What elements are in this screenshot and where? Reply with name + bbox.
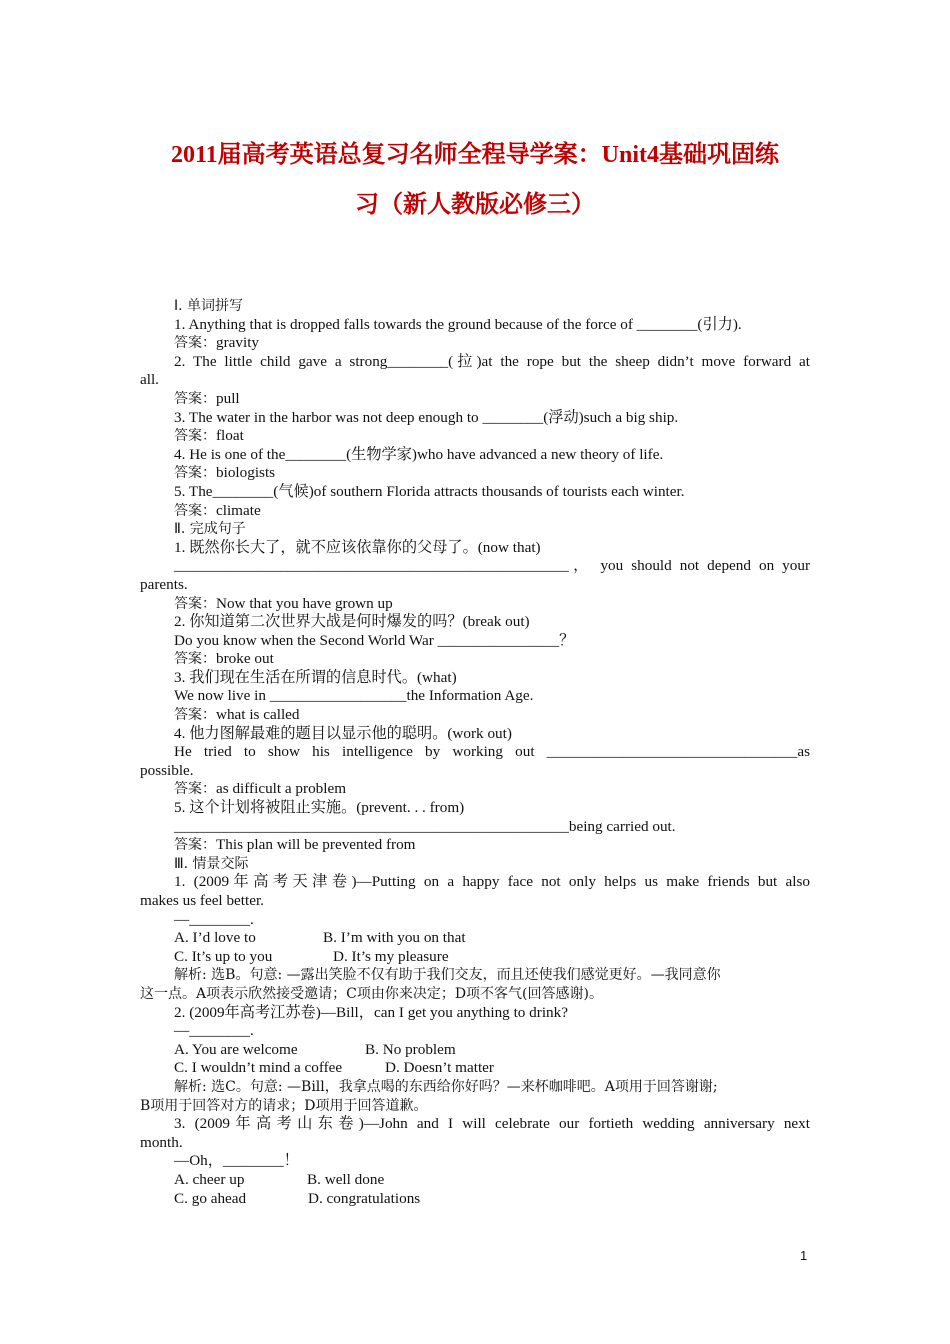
options-row [140, 948, 810, 967]
options-row [140, 1190, 810, 1209]
option-d: D. congratulations [308, 1189, 421, 1207]
section-heading-sentences: Ⅱ. 完成句子 [174, 521, 246, 538]
question-fill-line: ____________________________________________________being carried out. [174, 817, 676, 835]
question-fill-line: ____________________________________________________， you should not depend on your [174, 557, 810, 575]
option-b: B. No problem [365, 1040, 456, 1058]
question-text: 4. He is one of the________(生物学家)who have advanced a new theory of life. [174, 445, 664, 463]
option-d: D. It’s my pleasure [333, 947, 449, 965]
question-fill-line: Do you know when the Second World War ________________？ [174, 631, 575, 649]
answer-text: climate [216, 501, 261, 519]
option-c: C. go ahead [174, 1189, 247, 1207]
answer-line [140, 427, 810, 446]
answer-blank: —________. [174, 1022, 254, 1040]
answer-line [140, 706, 810, 725]
question-text: 2. 你知道第二次世界大战是何时爆发的吗？(break out) [174, 613, 530, 631]
question-text: 3. (2009年高考山东卷)—John and I will celebrate our fortieth wedding anniversary next [174, 1115, 810, 1133]
answer-line [140, 650, 810, 669]
question-text-continued: parents. [140, 575, 188, 593]
answer-label: 答案： [174, 502, 216, 519]
section-heading-spelling: Ⅰ. 单词拼写 [174, 298, 244, 314]
question-text-continued: makes us feel better. [140, 892, 264, 909]
question-text: 5. 这个计划将被阻止实施。(prevent. . . from) [174, 799, 465, 817]
answer-label: 答案： [174, 651, 216, 668]
explanation-text: 解析: 选B。句意: —露出笑脸不仅有助于我们交友，而且还使我们感觉更好。—我同意你 [174, 967, 721, 984]
question-text: 4. 他力图解最难的题目以显示他的聪明。(work out) [174, 724, 512, 742]
option-d: D. Doesn’t matter [385, 1059, 494, 1077]
question-text: 5. The________(气候)of southern Florida attracts thousands of tourists each winter. [174, 482, 685, 500]
page-number: 1 [800, 1248, 808, 1263]
section-heading-dialogue: Ⅲ. 情景交际 [174, 855, 249, 872]
answer-line [140, 390, 810, 409]
answer-line [140, 595, 810, 614]
option-b: B. well done [307, 1170, 385, 1188]
question-fill-line: He tried to show his intelligence by working out _________________________________as [174, 743, 810, 761]
options-row [140, 1059, 810, 1078]
answer-text: This plan will be prevented from [216, 836, 416, 854]
question-text: 1. (2009年高考天津卷)—Putting on a happy face not only helps us make friends but also [174, 873, 810, 891]
option-c: C. I wouldn’t mind a coffee [174, 1059, 343, 1077]
answer-text: broke out [216, 650, 274, 668]
answer-text: Now that you have grown up [216, 594, 393, 612]
answer-label: 答案： [174, 390, 216, 407]
answer-label: 答案： [174, 781, 216, 798]
answer-label: 答案： [174, 335, 216, 352]
question-text-continued: all. [140, 371, 159, 389]
answer-line [140, 464, 810, 483]
document-title-line-2: 习（新人教版必修三） [355, 192, 595, 218]
question-text: 3. The water in the harbor was not deep enough to ________(浮动)such a big ship. [174, 408, 679, 426]
question-text-continued: possible. [140, 761, 194, 779]
option-a: A. cheer up [174, 1170, 245, 1188]
answer-line [140, 780, 810, 799]
answer-label: 答案： [174, 595, 216, 612]
explanation-text-continued: B项用于回答对方的请求；D项用于回答道歉。 [140, 1097, 428, 1114]
answer-label: 答案： [174, 837, 216, 854]
question-fill-line: We now live in __________________the Information Age. [174, 687, 534, 705]
answer-blank: —Oh，________！ [174, 1152, 299, 1170]
answer-line [140, 334, 810, 353]
answer-text: gravity [216, 334, 260, 352]
answer-text: biologists [216, 464, 276, 482]
document-title-line-1: 2011届高考英语总复习名师全程导学案：Unit4基础巩固练 [170, 142, 779, 168]
question-text: 1. Anything that is dropped falls towards the ground because of the force of ________(引力). [174, 315, 742, 333]
question-text: 1. 既然你长大了，就不应该依靠你的父母了。(now that) [174, 538, 541, 556]
answer-text: as difficult a problem [216, 780, 347, 798]
answer-line [140, 836, 810, 855]
option-c: C. It’s up to you [174, 947, 273, 965]
question-text: 3. 我们现在生活在所谓的信息时代。(what) [174, 668, 457, 686]
answer-text: what is called [216, 706, 300, 724]
answer-label: 答案： [174, 465, 216, 482]
option-a: A. I’d love to [174, 929, 256, 947]
answer-text: float [216, 427, 244, 445]
answer-label: 答案： [174, 428, 216, 445]
option-b: B. I’m with you on that [323, 929, 466, 947]
answer-line [140, 502, 810, 521]
answer-blank: —________. [174, 910, 254, 928]
answer-text: pull [216, 389, 240, 407]
question-text: 2. The little child gave a strong________(拉)at the rope but the sheep didn’t move forward at [174, 352, 810, 370]
document-body [140, 297, 810, 1208]
options-row [140, 929, 810, 948]
option-a: A. You are welcome [174, 1040, 298, 1058]
question-text: 2. (2009年高考江苏卷)—Bill，can I get you anything to drink? [174, 1003, 568, 1021]
explanation-text: 解析: 选C。句意: —Bill，我拿点喝的东西给你好吗？—来杯咖啡吧。A项用于回答谢谢; [174, 1078, 718, 1095]
options-row [140, 1041, 810, 1060]
question-text-continued: month. [140, 1133, 183, 1151]
answer-label: 答案： [174, 707, 216, 724]
explanation-text-continued: 这一点。A项表示欣然接受邀请；C项由你来决定；D项不客气(回答感谢)。 [140, 985, 603, 1002]
options-row [140, 1171, 810, 1190]
